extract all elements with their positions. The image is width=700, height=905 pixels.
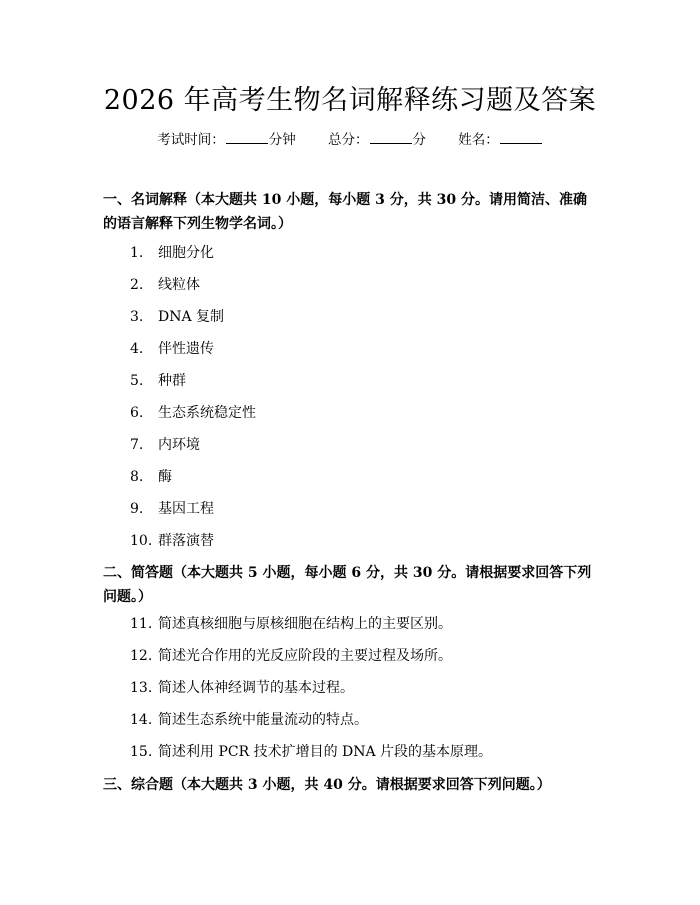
item-number: 1. [130, 245, 144, 261]
section-heading-2: 二、简答题（本大题共 5 小题，每小题 6 分，共 30 分。请根据要求回答下列问题。） [103, 565, 592, 605]
item-number: 8. [130, 469, 144, 485]
item-number: 10. [130, 533, 153, 549]
item-number: 3. [130, 309, 144, 325]
list-item [130, 242, 256, 274]
exam-time-blank [226, 130, 268, 144]
section-2-list [130, 613, 492, 773]
total-score-blank [370, 130, 412, 144]
exam-time-unit: 分钟 [268, 132, 296, 148]
list-item [130, 306, 256, 338]
page-title: 2026 年高考生物名词解释练习题及答案 [103, 85, 597, 116]
total-score-field [328, 130, 426, 150]
item-number: 14. [130, 712, 153, 728]
section-heading-1: 一、名词解释（本大题共 10 小题，每小题 3 分，共 30 分。请用简洁、准确的语言解释下列生物学名词。） [103, 192, 587, 232]
item-number: 9. [130, 501, 144, 517]
item-number: 6. [130, 405, 144, 421]
item-text: 细胞分化 [158, 245, 214, 261]
item-text: 内环境 [158, 437, 200, 453]
section-heading-3: 三、综合题（本大题共 3 小题，共 40 分。请根据要求回答下列问题。） [103, 777, 551, 793]
list-item [130, 274, 256, 306]
student-name-field [458, 130, 543, 150]
item-text: 基因工程 [158, 501, 214, 517]
total-score-label: 总分： [328, 132, 369, 148]
item-text: 伴性遗传 [158, 341, 214, 357]
item-text: 生态系统稳定性 [158, 405, 256, 421]
list-item [130, 498, 256, 530]
exam-meta [0, 130, 700, 150]
list-item [130, 677, 492, 709]
item-number: 12. [130, 648, 153, 664]
item-text: 线粒体 [158, 277, 200, 293]
item-text: 群落演替 [158, 533, 214, 549]
list-item [130, 645, 492, 677]
item-number: 7. [130, 437, 144, 453]
total-score-unit: 分 [412, 132, 426, 148]
section-1-list [130, 242, 256, 562]
list-item [130, 402, 256, 434]
item-text: 种群 [158, 373, 186, 389]
exam-time-field [157, 130, 296, 150]
item-text: 简述人体神经调节的基本过程。 [158, 680, 354, 696]
list-item [130, 370, 256, 402]
item-text: 酶 [158, 469, 172, 485]
list-item [130, 466, 256, 498]
item-number: 15. [130, 744, 153, 760]
student-name-blank [500, 130, 542, 144]
list-item [130, 709, 492, 741]
item-text: 简述生态系统中能量流动的特点。 [158, 712, 368, 728]
item-number: 5. [130, 373, 144, 389]
list-item [130, 613, 492, 645]
list-item [130, 530, 256, 562]
student-name-label: 姓名： [458, 132, 499, 148]
item-number: 13. [130, 680, 153, 696]
item-text: 简述真核细胞与原核细胞在结构上的主要区别。 [158, 616, 452, 632]
list-item [130, 434, 256, 466]
exam-time-label: 考试时间： [157, 132, 225, 148]
item-text: 简述光合作用的光反应阶段的主要过程及场所。 [158, 648, 452, 664]
list-item [130, 338, 256, 370]
item-number: 11. [130, 616, 153, 632]
item-text: 简述利用 PCR 技术扩增目的 DNA 片段的基本原理。 [158, 744, 493, 760]
item-text: DNA 复制 [158, 309, 225, 325]
item-number: 4. [130, 341, 144, 357]
list-item [130, 741, 492, 773]
item-number: 2. [130, 277, 144, 293]
